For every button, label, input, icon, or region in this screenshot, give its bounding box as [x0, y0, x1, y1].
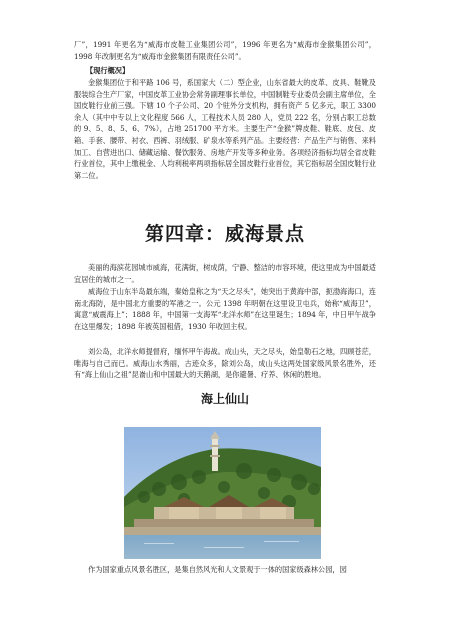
chapter-title: 第四章：威海景点	[144, 223, 305, 245]
scenic-photo	[124, 427, 321, 559]
paragraph-weihai-intro: 美丽的海滨花园城市威海，花满街，树成荫，宁静、整洁的市容环境，使这里成为中国最适宜居住的城市之一。	[74, 263, 376, 284]
section-title: 海上仙山	[200, 392, 249, 406]
paragraph-weihai-attractions: 刘公岛，北洋水师提督府，缅怀甲午海战。成山头，天之尽头，始皇勒石之地，四顾苍茫，唯海与自己而已。威海山水秀丽，古迹众多，除刘公岛，成山头这两处国家级风景名胜外，还有“海上仙山之祖”昆嵛山和中国最大的天鹅湖，是你避暑、疗养、休闲的胜地。	[74, 347, 376, 380]
paragraph-weihai-history: 威海位于山东半岛最东端，秦始皇称之为“天之尽头”，她突出于黄海中部，扼渤海海口，连南北海防，是中国北方重要的军港之一。公元 1398 年明朝在这里设卫屯兵，始称“威海卫”，寓意“威震海上”；1888 年，中国第一支海军“北洋水师”在这里诞生；1894 年，中日甲午战争在这里爆发；1898 年被英国租借，1930 年收回主权。	[74, 287, 376, 331]
paragraph-company-overview: 金猴集团位于和平路 106 号，系国家大（二）型企业，山东省最大的皮革、皮具、鞋靴及服装综合生产厂家，中国皮革工业协会常务副理事长单位，中国制鞋专业委员会副主席单位，全国皮鞋行业前三强。下辖 10 个子公司、20 个驻外分支机构，拥有资产 5 亿多元，职工 3300 余人（其中中专以上文化程度 566 人，工程技术人员 280 人，党员 222 名，分别占职工总数的 9、5、8、5、6、7%），占地 251700 平方米。主要生产“金猴”牌皮鞋、鞋底、皮包、皮箱、手套、腰带、衬衣、西裤、羽绒服、矿泉水等系列产品。主要经营：产品生产与销售、来料加工、自营进出口、储藏运输、餐饮服务、房地产开发等多种业务。各项经济指标均居全省皮鞋行业首位，其中上缴税金、人均利税率两项指标居全国皮鞋行业首位，其它指标居全国皮鞋行业第二位。	[74, 78, 376, 180]
section-heading-current-status: 【现行概况】	[86, 66, 130, 75]
paragraph-company-history: 厂”，1991 年更名为“威海市皮鞋工业集团公司”，1996 年更名为“威海市金猴集团公司”，1998 年改制更名为“威海市金猴集团有限责任公司”。	[74, 40, 376, 61]
paragraph-mountain-description: 作为国家重点风景名胜区，是集自然风光和人文景观于一体的国家级森林公园，园	[88, 565, 347, 574]
